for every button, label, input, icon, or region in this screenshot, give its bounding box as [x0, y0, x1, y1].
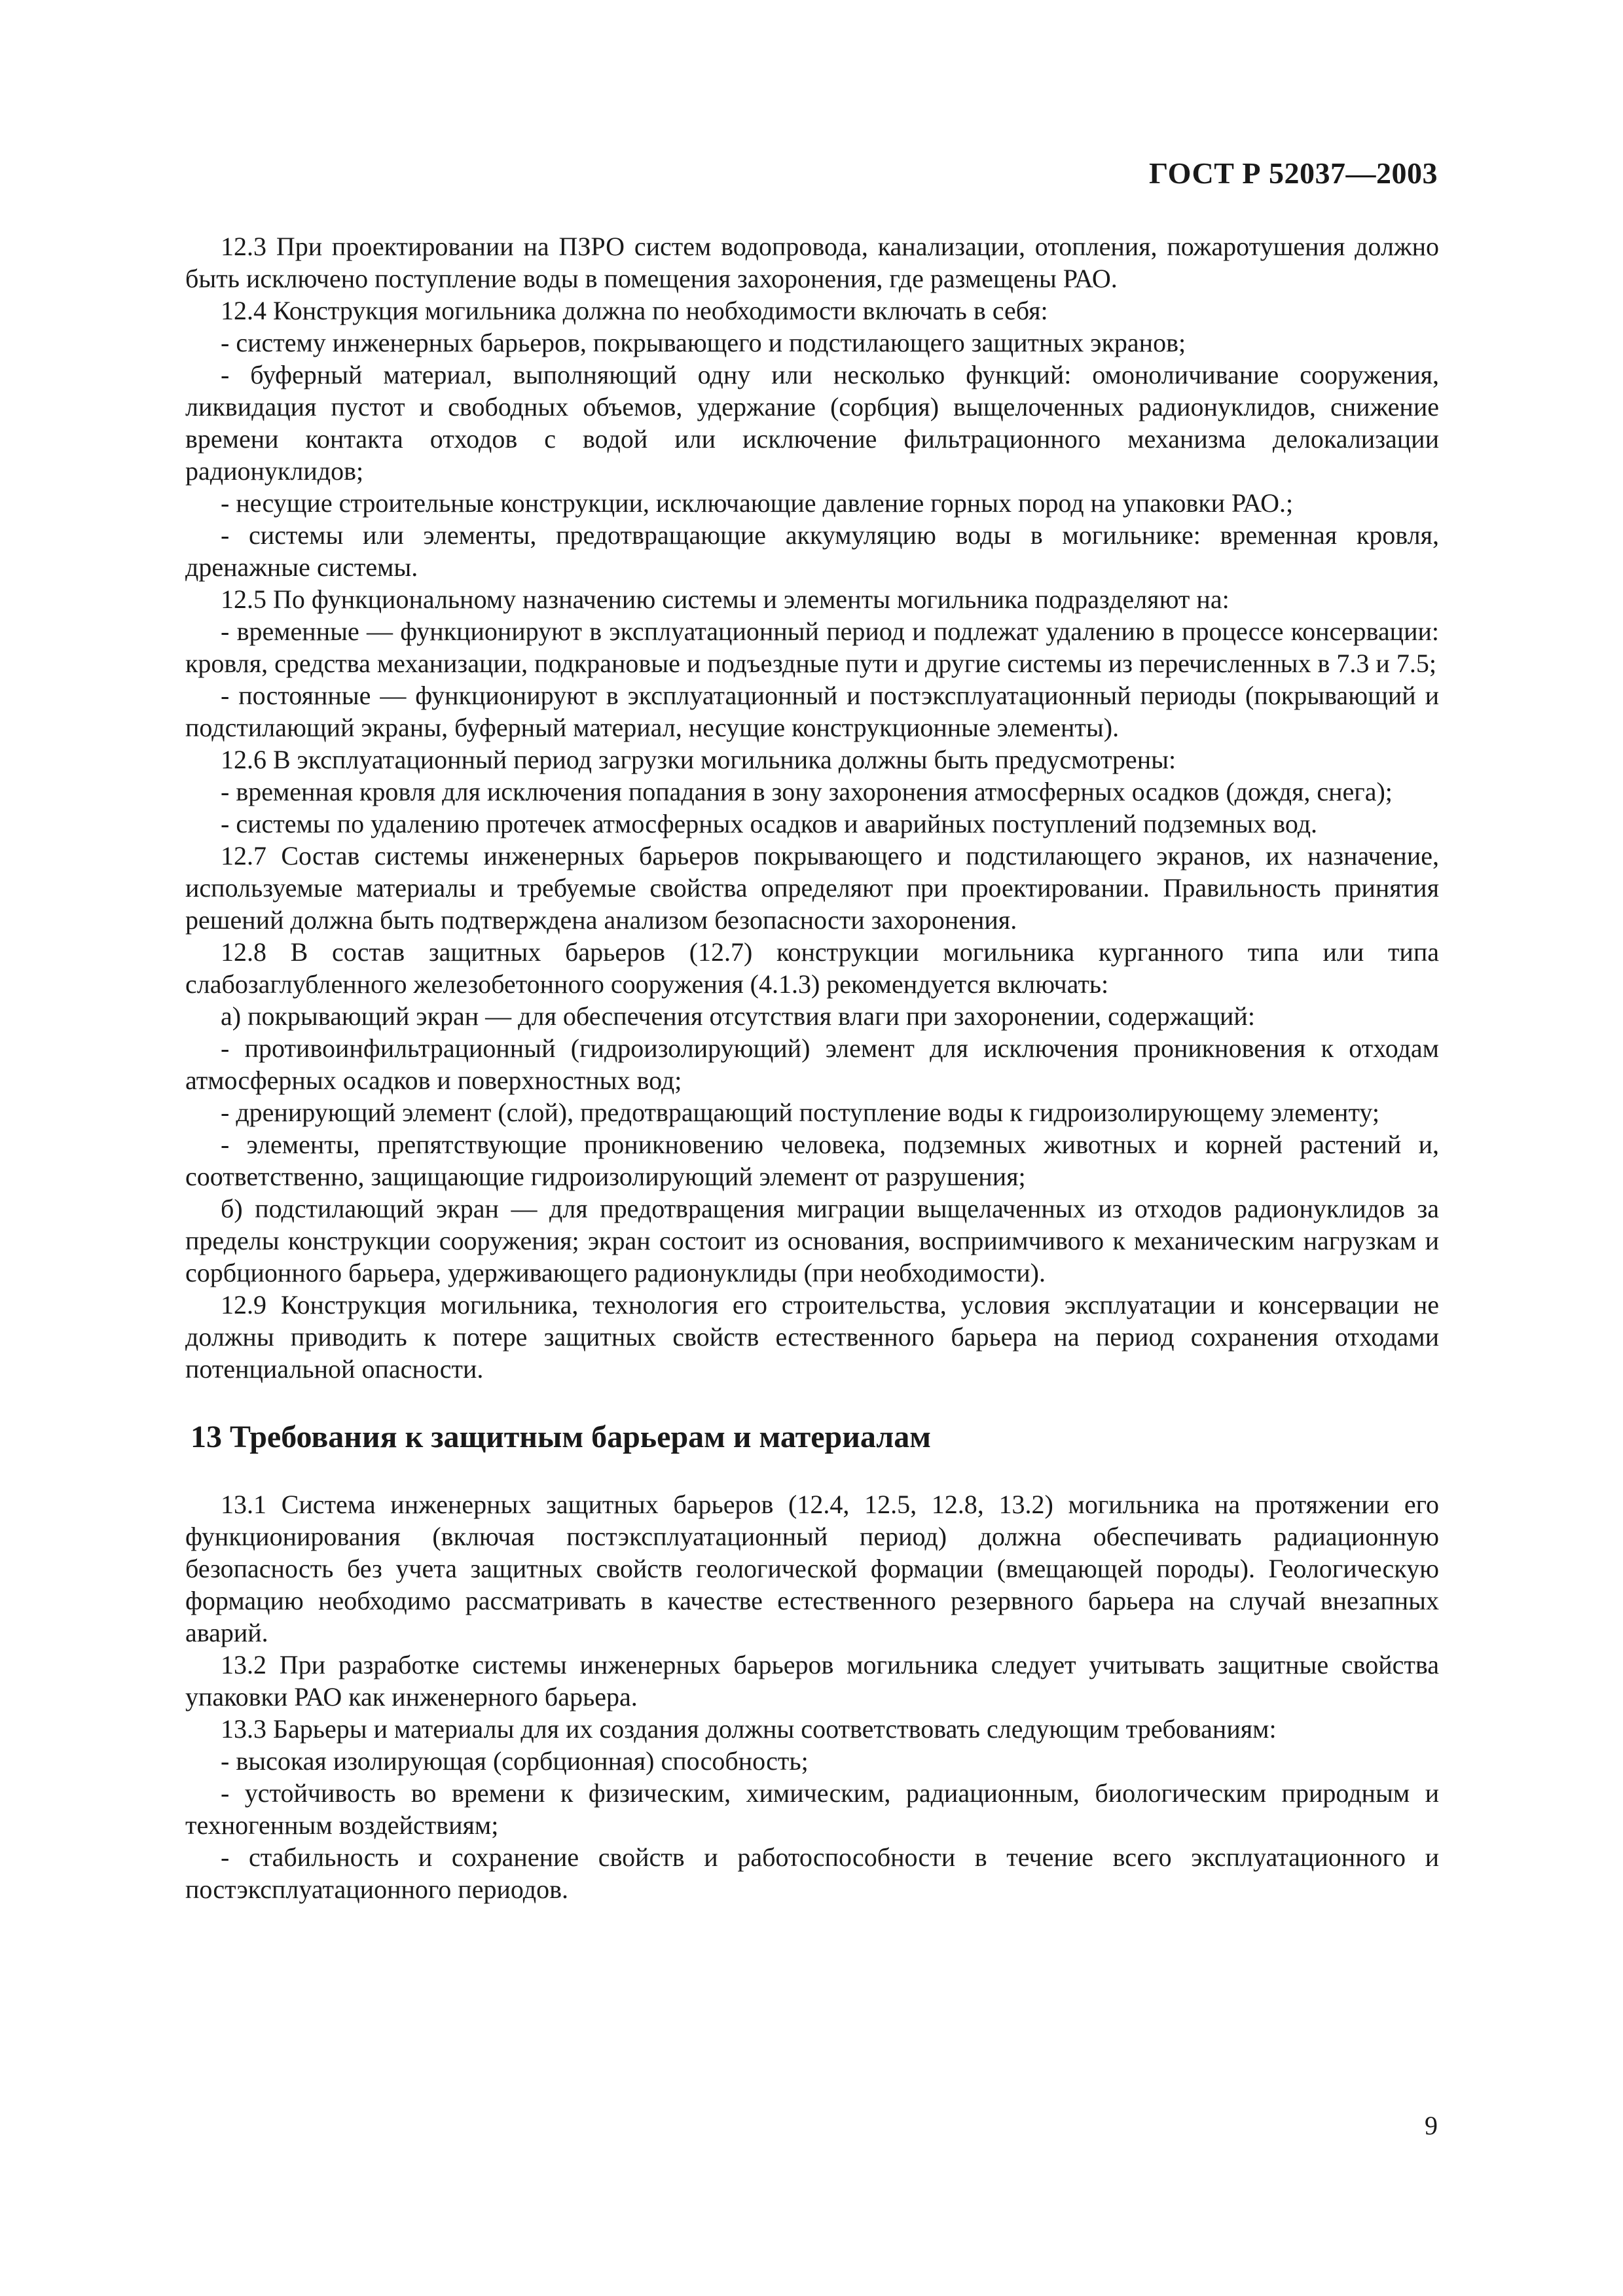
- paragraph-12-6: 12.6 В эксплуатационный период загрузки могильника должны быть предусмотрены:: [221, 745, 1176, 774]
- paragraph-12-5: 12.5 По функциональному назначению системы и элементы могильника подразделяют на:: [221, 584, 1230, 614]
- list-item-12-8-a: а) покрывающий экран — для обеспечения отсутствия влаги при захоронении, содержащий:: [221, 1001, 1255, 1031]
- paragraph-13-3: 13.3 Барьеры и материалы для их создания должны соответствовать следующим требованиям:: [221, 1714, 1277, 1744]
- list-item-12-6-b: - системы по удалению протечек атмосферных осадков и аварийных поступлений подземных вод.: [221, 809, 1318, 838]
- list-item-12-8-a2: - дренирующий элемент (слой), предотвращающий поступление воды к гидроизолирующему элементу;: [221, 1098, 1379, 1127]
- paragraph-13-1: 13.1 Система инженерных защитных барьеров (12.4, 12.5, 12.8, 13.2) могильника на протяжении его функционирования (включая постэксплуатационный период) должна обеспечивать радиационную безопасность без учета защитных свойств геологической формации (вмещающей породы). Геологическую формацию необходимо рассматривать в качестве естественного резервного барьера на случай внезапных аварий.: [185, 1490, 1439, 1647]
- paragraph-12-3: 12.3 При проектировании на ПЗРО систем водопровода, канализации, отопления, пожаротушения должно быть исключено поступление воды в помещения захоронения, где размещены РАО.: [185, 232, 1439, 293]
- paragraph-12-8: 12.8 В состав защитных барьеров (12.7) конструкции могильника курганного типа или типа слабозаглубленного железобетонного сооружения (4.1.3) рекомендуется включать:: [185, 937, 1439, 999]
- list-item-12-8-a3: - элементы, препятствующие проникновению человека, подземных животных и корней растений и, соответственно, защищающие гидроизолирующий элемент от разрушения;: [185, 1130, 1439, 1191]
- list-item-12-4-a: - систему инженерных барьеров, покрывающего и подстилающего защитных экранов;: [221, 328, 1186, 357]
- list-item-12-5-b: - постоянные — функционируют в эксплуатационный и постэксплуатационный периоды (покрывающий и подстилающий экраны, буферный материал, несущие конструкционные элементы).: [185, 681, 1439, 742]
- paragraph-13-2: 13.2 При разработке системы инженерных барьеров могильника следует учитывать защитные свойства упаковки РАО как инженерного барьера.: [185, 1650, 1439, 1712]
- list-item-13-3-b: - устойчивость во времени к физическим, химическим, радиационным, биологическим природным и техногенным воздействиям;: [185, 1778, 1439, 1840]
- section-13-title: 13 Требования к защитным барьерам и материалам: [191, 1420, 931, 1454]
- list-item-12-8-b: б) подстилающий экран — для предотвращения миграции выщелаченных из отходов радионуклидов за пределы конструкции сооружения; экран состоит из основания, восприимчивого к механическим нагрузкам и сорбционного барьера, удерживающего радионуклиды (при необходимости).: [185, 1194, 1439, 1287]
- document-body: [185, 230, 1439, 1905]
- paragraph-12-9: 12.9 Конструкция могильника, технология его строительства, условия эксплуатации и консервации не должны приводить к потере защитных свойств естественного барьера на период сохранения отходами потенциальной опасности.: [185, 1290, 1439, 1384]
- standard-code-header: ГОСТ Р 52037—2003: [1149, 156, 1438, 190]
- list-item-12-5-a: - временные — функционируют в эксплуатационный период и подлежат удалению в процессе консервации: кровля, средства механизации, подкрановые и подъездные пути и другие системы из перечисленных в 7.3 и 7.5;: [185, 617, 1439, 678]
- list-item-12-4-b: - буферный материал, выполняющий одну или несколько функций: омоноличивание сооружения, ликвидация пустот и свободных объемов, удержание (сорбция) выщелоченных радионуклидов, снижение времени контакта отходов с водой или исключение фильтрационного механизма делокализации радионуклидов;: [185, 360, 1439, 486]
- list-item-13-3-a: - высокая изолирующая (сорбционная) способность;: [221, 1746, 809, 1776]
- paragraph-12-4: 12.4 Конструкция могильника должна по необходимости включать в себя:: [221, 296, 1048, 325]
- list-item-12-8-a1: - противоинфильтрационный (гидроизолирующий) элемент для исключения проникновения к отходам атмосферных осадков и поверхностных вод;: [185, 1033, 1439, 1095]
- paragraph-12-7: 12.7 Состав системы инженерных барьеров покрывающего и подстилающего экранов, их назначение, используемые материалы и требуемые свойства определяют при проектировании. Правильность принятия решений должна быть подтверждена анализом безопасности захоронения.: [185, 841, 1439, 935]
- list-item-12-6-a: - временная кровля для исключения попадания в зону захоронения атмосферных осадков (дождя, снега);: [221, 777, 1393, 806]
- list-item-12-4-d: - системы или элементы, предотвращающие аккумуляцию воды в могильнике: временная кровля, дренажные системы.: [185, 520, 1439, 582]
- list-item-13-3-c: - стабильность и сохранение свойств и работоспособности в течение всего эксплуатационного и постэксплуатационного периодов.: [185, 1842, 1439, 1904]
- page-number: 9: [1425, 2111, 1438, 2140]
- list-item-12-4-c: - несущие строительные конструкции, исключающие давление горных пород на упаковки РАО.;: [221, 488, 1294, 518]
